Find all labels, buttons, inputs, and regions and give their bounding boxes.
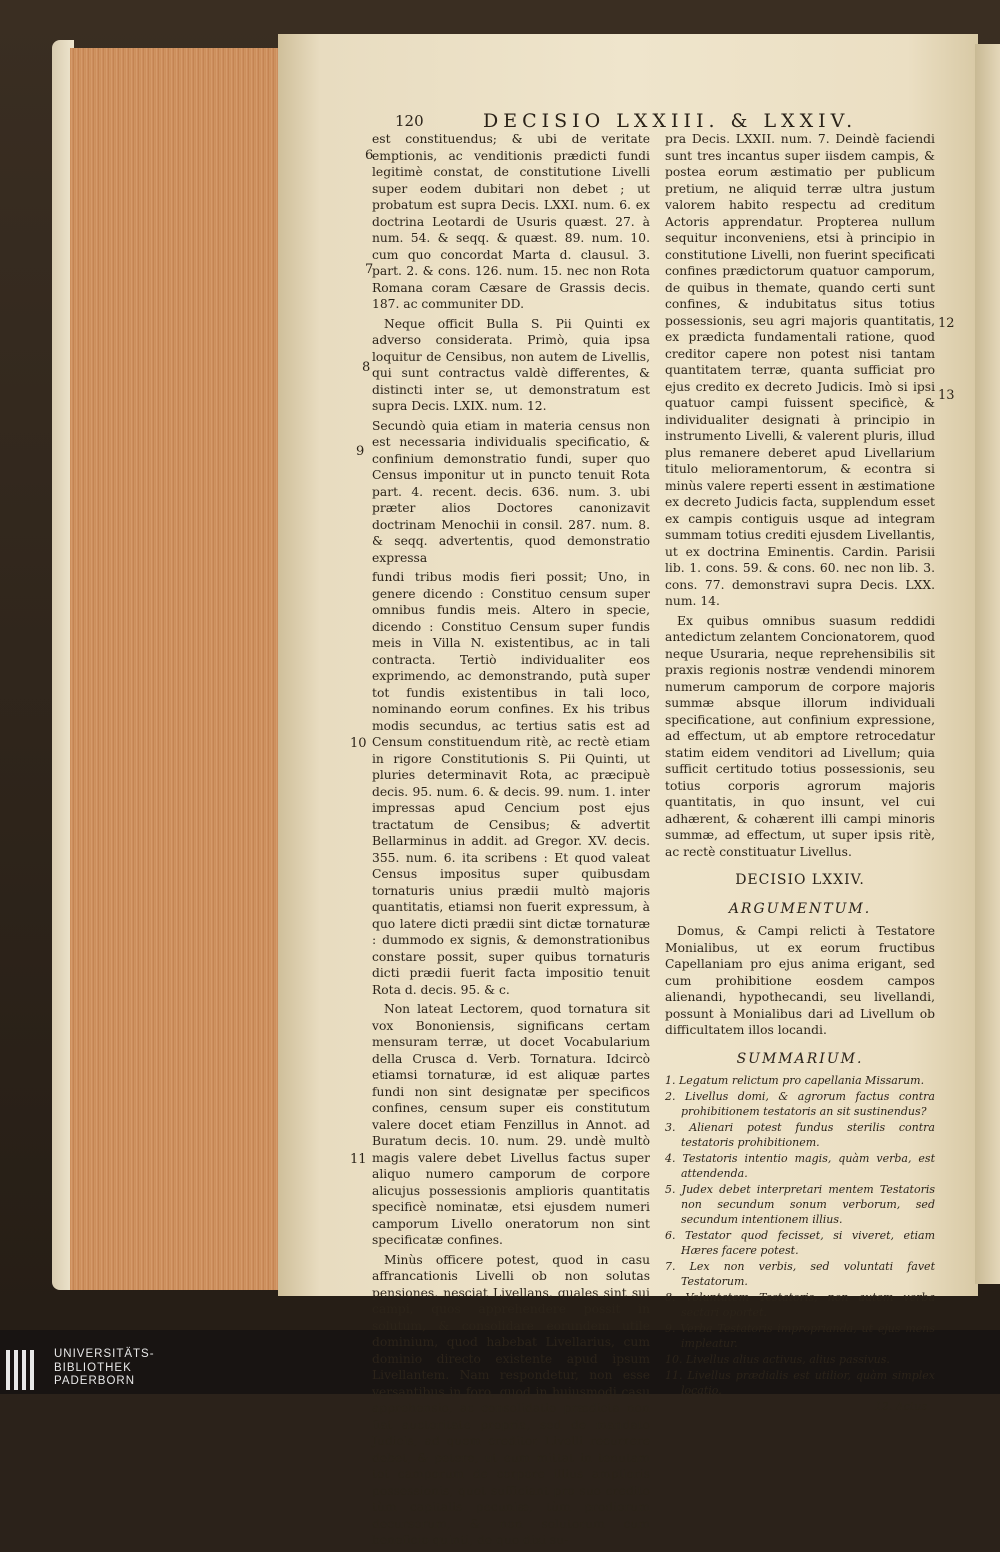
margin-number: 10 [350, 736, 367, 751]
margin-number: 6 [365, 148, 374, 163]
summarium-item: 3. Alienari potest fundus sterilis contra testatoris prohibitionem. [665, 1121, 935, 1149]
library-logo-icon [6, 1350, 36, 1390]
right-column [665, 131, 935, 1416]
summarium-item: 6. Testator quod fecisset, si viveret, etiam Hæres facere potest. [665, 1229, 935, 1257]
left-column [372, 131, 650, 1552]
right-paragraph: pra Decis. LXXII. num. 7. Deindè faciendi sunt tres incantus super iisdem campis, & postea eorum æstimatio per publicum pretium, ne aliquid terræ ultra justum valorem habito respectu ad creditum Actoris apprendatur. Propterea nullum sequitur inconveniens, etsi à principio in constitutione Livelli, non fuerint specificati confines prædictorum quatuor camporum, de quibus in themate, quando certi sunt confines, & indubitatus situs totius possessionis, seu agri majoris quantitatis, ex prædicta fundamentali ratione, quod creditor capere non potest nisi tantam quantitatem terræ, quanta sufficiat pro ejus credito ex decreto Judicis. Imò si ipsi quatuor campi fuissent specificè, & individualiter designati à principio in instrumento Livelli, & valerent pluris, illud plus remanere deberet apud Livellarium titulo melioramentorum, & econtra si minùs valere reperti essent in æstimatione ex decreto Judicis facta, supplendum esset ex campis contiguis usque ad integram summam totius crediti ejusdem Livellantis, ut ex doctrina Eminentis. Cardin. Parisii lib. 1. cons. 59. & cons. 60. nec non lib. 3. cons. 77. demonstravi supra Decis. LXX. num. 14. [665, 132, 935, 608]
summarium-item: 11. Livellus prædialis est utilior, quàm simplex locatio. [665, 1369, 935, 1397]
facing-page-edge [975, 44, 1000, 1284]
summarium-heading: SUMMARIUM. [736, 1050, 864, 1067]
summarium-item: 5. Judex debet interpretari mentem Testatoris non secundum sonum verborum, sed secundum intentionem illius. [665, 1183, 935, 1226]
decisio-heading: DECISIO LXXIV. [735, 872, 865, 888]
summarium-item: 9. Verba Testatoris improprianda, ut ejus mens impleatur. [665, 1322, 935, 1350]
left-paragraph: Neque officit Bulla S. Pii Quinti ex adverso considerata. Primò, quia ipsa loquitur de Censibus, non autem de Livellis, qui sunt contractus valdè differentes, & distincti inter se, ut demonstratum est supra Decis. LXIX. num. 12. [372, 316, 650, 413]
margin-number: 13 [938, 388, 955, 403]
page-number: 120 [395, 112, 424, 130]
summarium-item: 2. Livellus domi, & agrorum factus contra prohibitionem testatoris an sit sustinendus? [665, 1090, 935, 1118]
argumentum-heading: ARGUMENTUM. [728, 900, 872, 917]
left-paragraph: fundi tribus modis fieri possit; Uno, in genere dicendo : Constituo censum super omnibus fundis meis. Altero in specie, dicendo : Constituo Censum super fundis meis in Villa N. existentibus, ac in tali contracta. Tertiò individualiter eos exprimendo, ac demonstrando, putà super tot fundis existentibus in tali loco, nominando eorum confines. Ex his tribus modis secundus, ac tertius satis est ad Censum constituendum ritè, ac rectè etiam in rigore Constitutionis S. Pii Quinti, ut pluries determinavit Rota, ac præcipuè decis. 95. num. 6. & decis. 99. num. 1. inter impressas apud Cencium post ejus tractatum de Censibus; & advertit Bellarminus in addit. ad Gregor. XV. decis. 355. num. 6. ita scribens : Et quod valeat Census impositus super quibusdam tornaturis unius prædii multò majoris quantitatis, etiamsi non fuerit expressum, à quo latere dicti prædii sint dictæ tornaturæ : dummodo ex signis, & demonstrationibus constare possit, super quibus tornaturis dicti prædii fuerit facta impositio tenuit Rota d. decis. 95. & c. [372, 570, 650, 997]
summarium-item: 4. Testatoris intentio magis, quàm verba, est attendenda. [665, 1152, 935, 1180]
summarium-item: 8. Voluntatem Testatoris, non autem verba sectari oportet. [665, 1291, 935, 1319]
running-title: DECISIO LXXIII. & LXXIV. [483, 110, 858, 132]
library-logo [0, 1340, 240, 1394]
library-logo-text [54, 1348, 155, 1389]
summarium-list [665, 1073, 935, 1398]
margin-number: 12 [938, 316, 955, 331]
logo-line: BIBLIOTHEK [54, 1361, 132, 1374]
left-paragraph: est constituendus; & ubi de veritate emptionis, ac venditionis prædicti fundi legitimè constat, de constitutione Livelli super eodem dubitari non debet ; ut probatum est supra Decis. LXXI. num. 6. ex doctrina Leotardi de Usuris quæst. 27. à num. 54. & seqq. & quæst. 89. num. 10. cum quo concordat Marta d. clausul. 3. part. 2. & cons. 126. num. 15. nec non Rota Romana coram Cæsare de Grassis decis. 187. ac communiter DD. [372, 132, 650, 311]
summarium-item: 10. Livellus alius activus, alius passivus. [665, 1353, 890, 1366]
argumentum-text: Domus, & Campi relicti à Testatore Monialibus, ut ex eorum fructibus Capellaniam pro ejus anima erigant, sed cum prohibitione eosdem campos alienandi, hypothecandi, seu livellandi, possunt à Monialibus dari ad Livellum ob difficultatem illos locandi. [665, 924, 935, 1037]
catchword: 12. Actus [874, 1400, 927, 1413]
margin-number: 8 [362, 360, 371, 375]
left-paragraph: Secundò quia etiam in materia census non est necessaria individualis specificatio, & confinium demonstratio fundi, super quo Census imponitur ut in puncto tenuit Rota part. 4. recent. decis. 636. num. 3. ubi præter alios Doctores canonizavit doctrinam Menochii in consil. 287. num. 8. & seqq. advertentis, quod demonstratio expressa [372, 418, 650, 565]
margin-number: 9 [356, 444, 365, 459]
margin-number: 7 [365, 262, 374, 277]
page-fore-edge [70, 48, 282, 1290]
logo-line: PADERBORN [54, 1375, 135, 1387]
right-paragraph: Ex quibus omnibus suasum reddidi antedictum zelantem Concionatorem, quod neque Usuraria, neque reprehensibilis sit praxis regionis nostræ vendendi minorem numerum camporum de corpore majoris summæ absque illorum individuali specificatione, aut confinium expressione, ad effectum, ut ab emptore retrocedatur statim eidem venditori ad Livellum; quia sufficit certitudo totius possessionis, seu totius corporis agrorum majoris quantitatis, in quo insunt, vel cui adhærent, & cohærent illi campi minoris summæ, ad effectum, ut super ipsis ritè, ac rectè constituatur Livellus. [665, 613, 935, 859]
left-paragraph: Minùs officere potest, quod in casu affrancationis Livelli ob non solutas pensiones, nesciat Livellans, quales sint sui campi, quos apprehendere possit in solutum, & consolidare eorundem utile dominium, quod habebat Livellarius, cum dominio directo existente apud ipsum Livellantem. Nam respondetur, non esse versantibus in foro, quod in hujusmodi casu apprehensio, ac consolidatio prædicta non fiat auctoritate propria, sed de mandato Judicis, ad quem creditor Livelli recurrere debet, & petere, ut eum mittat in tenutam tot camporum de corpore illius amplioris possessionis, quot sufficiant pro suo credito tùm capitalis pecuniæ, tùm prodiorum decursorum, & non solutorum cum beneficio quinti, de quo dixi su- [372, 1252, 650, 1547]
left-paragraph: Non lateat Lectorem, quod tornatura sit vox Bononiensis, significans certam mensuram terræ, ut docet Vocabularium della Crusca d. Verb. Tornatura. Idcircò etiamsi tornaturæ, id est aliquæ partes fundi non sint designatæ per specificos confines, censum super eis constitutum valere docet etiam Fenzillus in Annot. ad Buratum decis. 10. num. 29. undè multò magis valere debet Livellus factus super aliquo numero camporum de corpore alicujus possessionis amplioris quantitatis specificè nominatæ, etsi ejusdem numeri camporum Livello oneratorum non sint specificatæ confines. [372, 1002, 650, 1247]
summarium-item: 7. Lex non verbis, sed voluntati favet Testatorum. [665, 1260, 935, 1288]
summarium-item: 1. Legatum relictum pro capellania Missarum. [665, 1074, 925, 1087]
margin-number: 11 [350, 1152, 367, 1167]
logo-line: UNIVERSITÄTS- [54, 1348, 155, 1360]
